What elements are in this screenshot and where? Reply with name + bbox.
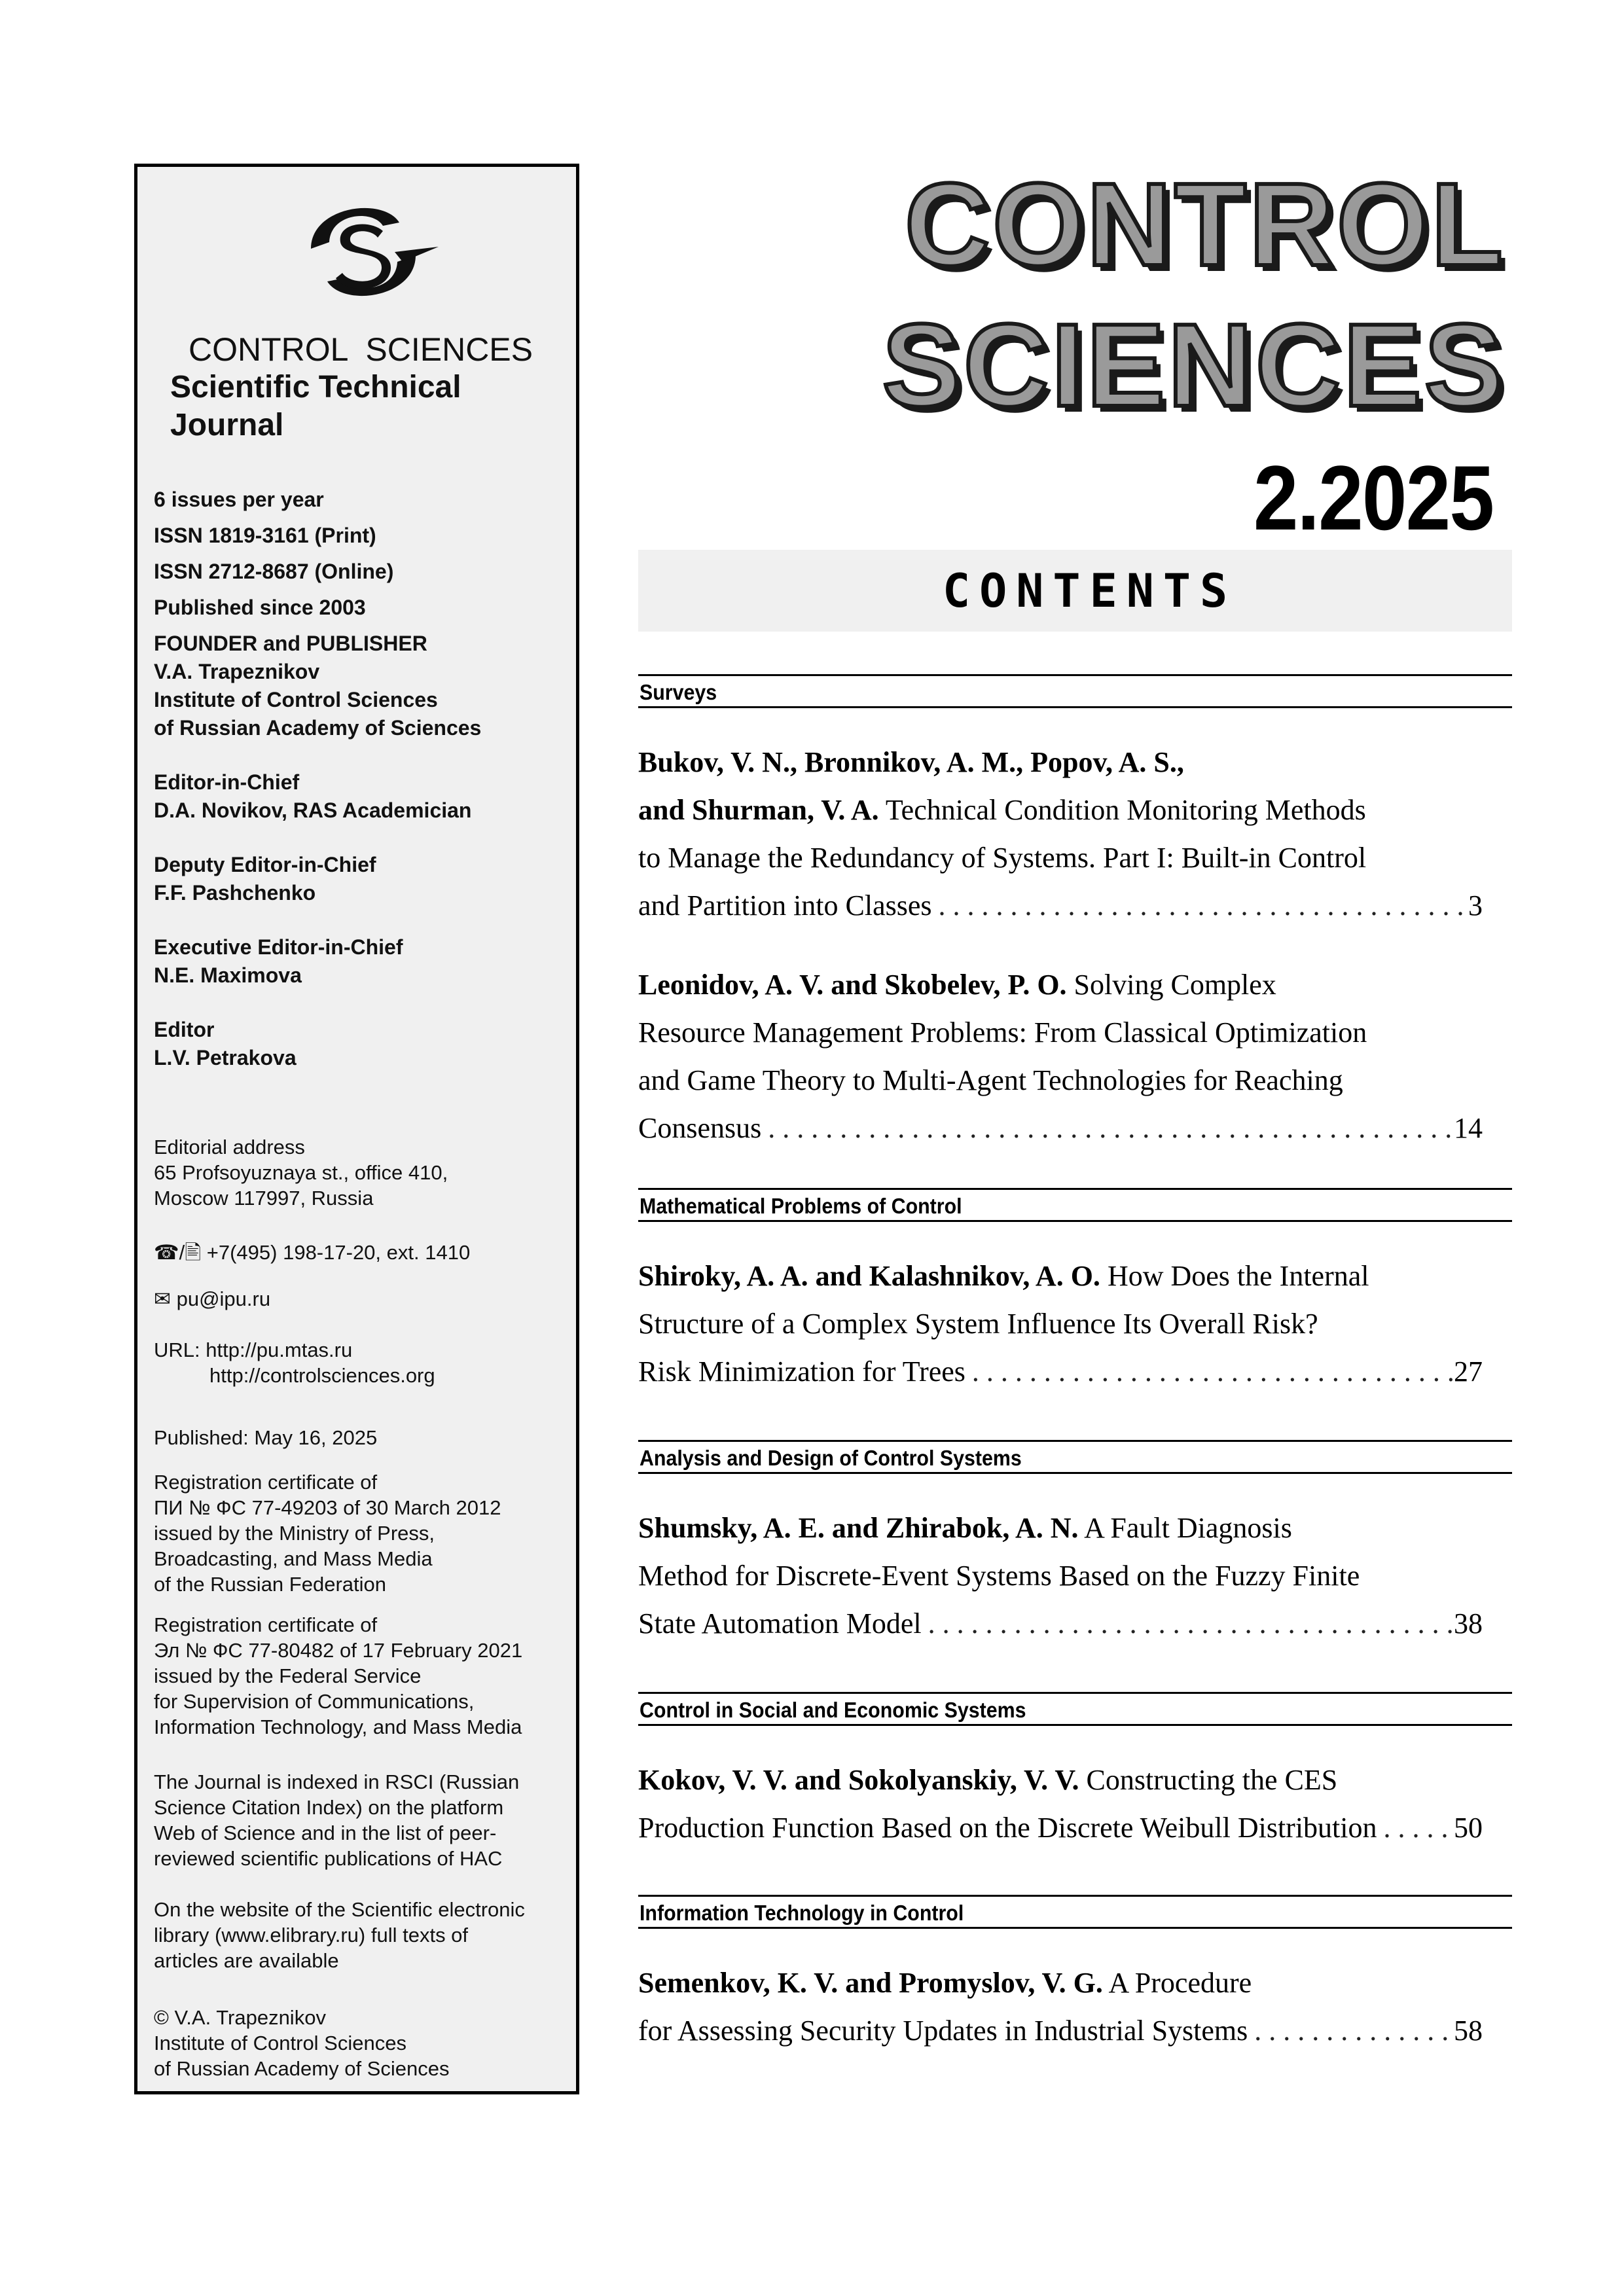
issue-number: 2.2025 (1253, 446, 1493, 549)
elibrary-line2: library (www.elibrary.ru) full texts of (154, 1924, 469, 1946)
toc-entry-line (638, 1016, 1367, 1049)
editor-in-chief-label: Editor-in-Chief (154, 770, 300, 794)
journal-subtitle-line2: Journal (170, 408, 284, 442)
executive-editor: N.E. Maximova (154, 963, 302, 987)
journal-logo-icon (285, 187, 442, 317)
reg2-line1: Registration certificate of (154, 1613, 378, 1636)
toc-entry-authors: Kokov, V. V. and Sokolyanskiy, V. V. (638, 1764, 1079, 1796)
reg1-line5: of the Russian Federation (154, 1573, 386, 1596)
toc-entry-title: to Manage the Redundancy of Systems. Part I: Built-in Control (638, 842, 1367, 874)
section-header (638, 674, 1512, 708)
toc-entry-title-end: Production Function Based on the Discrete Weibull Distribution (638, 1812, 1377, 1844)
toc-entry-authors: Shiroky, A. A. and Kalashnikov, A. O. (638, 1260, 1100, 1292)
masthead-title-line1: CONTROL (905, 159, 1506, 291)
toc-entry-line (638, 1064, 1343, 1097)
toc-entry-line (638, 1308, 1318, 1340)
section-title: Mathematical Problems of Control (640, 1194, 962, 1218)
issn-online: ISSN 2712-8687 (Online) (154, 560, 394, 583)
index-line4: reviewed scientific publications of HAC (154, 1847, 503, 1870)
page-number: 3 (1468, 889, 1483, 922)
toc-entry-last-line (638, 1355, 1483, 1388)
toc-entry-title: and Game Theory to Multi-Agent Technologies for Reaching (638, 1064, 1343, 1096)
address-line1: 65 Profsoyuznaya st., office 410, (154, 1161, 448, 1184)
toc-entry-title: Solving Complex (1066, 969, 1276, 1001)
toc-entry-title: Structure of a Complex System Influence Its Overall Risk? (638, 1308, 1318, 1340)
toc-entry-title: Constructing the CES (1079, 1764, 1338, 1796)
toc-entry-last-line (638, 2015, 1483, 2047)
reg1-line2: ПИ № ФС 77-49203 of 30 March 2012 (154, 1496, 501, 1519)
toc-entry-last-line (638, 889, 1483, 922)
editor: L.V. Petrakova (154, 1046, 297, 1069)
copyright-line1: © V.A. Trapeznikov (154, 2006, 326, 2029)
toc-entry-title: Method for Discrete-Event Systems Based on the Fuzzy Finite (638, 1560, 1360, 1592)
toc-entry-last-line (638, 1607, 1483, 1640)
reg1-line3: issued by the Ministry of Press, (154, 1522, 435, 1545)
section-title: Control in Social and Economic Systems (640, 1698, 1026, 1722)
elibrary-line1: On the website of the Scientific electronic (154, 1898, 525, 1921)
toc-entry-authors: Leonidov, A. V. and Skobelev, P. O. (638, 969, 1067, 1001)
toc-entry-title: Technical Condition Monitoring Methods (878, 794, 1366, 826)
founder-line2: Institute of Control Sciences (154, 688, 438, 711)
founder-line3: of Russian Academy of Sciences (154, 716, 482, 740)
index-line3: Web of Science and in the list of peer- (154, 1821, 497, 1844)
copyright-line2: Institute of Control Sciences (154, 2032, 406, 2054)
section-title: Information Technology in Control (640, 1901, 964, 1925)
deputy-editor: F.F. Pashchenko (154, 881, 316, 905)
address-line2: Moscow 117997, Russia (154, 1187, 374, 1210)
toc-entry-line (638, 794, 1366, 827)
toc-entry-last-line (638, 1812, 1483, 1844)
section-header (638, 1895, 1512, 1929)
section-header (638, 1692, 1512, 1726)
toc-entry-title: A Fault Diagnosis (1078, 1512, 1292, 1544)
toc-entry-title-end: Consensus (638, 1112, 762, 1144)
phone: ☎/🖹 +7(495) 198-17-20, ext. 1410 (154, 1241, 471, 1264)
address-label: Editorial address (154, 1136, 305, 1158)
copyright-line3: of Russian Academy of Sciences (154, 2057, 450, 2080)
url-line2: http://controlsciences.org (209, 1364, 435, 1387)
page-number: 58 (1454, 2015, 1483, 2047)
elibrary-line3: articles are available (154, 1949, 339, 1972)
deputy-label: Deputy Editor-in-Chief (154, 853, 376, 876)
toc-entry-authors: Bukov, V. N., Bronnikov, A. M., Popov, A. S., (638, 746, 1184, 778)
section-header (638, 1440, 1512, 1474)
published-date: Published: May 16, 2025 (154, 1426, 378, 1449)
toc-entry-authors: and Shurman, V. A. (638, 794, 879, 826)
published-since: Published since 2003 (154, 596, 366, 619)
page-number: 27 (1454, 1355, 1483, 1388)
toc-entry-line (638, 1764, 1337, 1797)
journal-subtitle-line1: Scientific Technical (170, 370, 461, 404)
reg1-line4: Broadcasting, and Mass Media (154, 1547, 433, 1570)
index-line1: The Journal is indexed in RSCI (Russian (154, 1770, 520, 1793)
toc-entry-line (638, 1560, 1360, 1592)
masthead-title-line2: SCIENCES (882, 300, 1506, 431)
reg2-line3: issued by the Federal Service (154, 1664, 422, 1687)
contents-bar (638, 550, 1512, 632)
toc-entry-title: How Does the Internal (1100, 1260, 1369, 1292)
index-line2: Science Citation Index) on the platform (154, 1796, 504, 1819)
contents-label: CONTENTS (943, 564, 1237, 618)
editor-in-chief: D.A. Novikov, RAS Academician (154, 798, 472, 822)
dot-leader (932, 889, 1468, 922)
editor-label: Editor (154, 1018, 215, 1041)
founder-label: FOUNDER and PUBLISHER (154, 632, 427, 655)
reg2-line5: Information Technology, and Mass Media (154, 1715, 522, 1738)
page-number: 50 (1454, 1812, 1483, 1844)
page-number: 38 (1454, 1607, 1483, 1640)
toc-entry-line (638, 746, 1184, 779)
toc-entry-title: A Procedure (1102, 1967, 1252, 1999)
dot-leader (965, 1355, 1454, 1388)
page-number: 14 (1454, 1112, 1483, 1144)
founder-line1: V.A. Trapeznikov (154, 660, 320, 683)
section-title: Surveys (640, 680, 717, 704)
toc-entry-title-end: State Automation Model (638, 1607, 922, 1640)
issn-print: ISSN 1819-3161 (Print) (154, 524, 376, 547)
dot-leader (761, 1112, 1454, 1145)
toc-entry-line (638, 1967, 1252, 2000)
toc-entry-line (638, 1512, 1292, 1545)
reg1-line1: Registration certificate of (154, 1471, 378, 1494)
section-header (638, 1188, 1512, 1222)
toc-entry-title-end: Risk Minimization for Trees (638, 1355, 965, 1388)
section-title: Analysis and Design of Control Systems (640, 1446, 1022, 1470)
reg2-line2: Эл № ФС 77-80482 of 17 February 2021 (154, 1639, 523, 1662)
journal-info-sidebar (134, 164, 579, 2094)
url-line1: URL: http://pu.mtas.ru (154, 1338, 353, 1361)
toc-entry-title-end: and Partition into Classes (638, 889, 932, 922)
dot-leader (1377, 1812, 1454, 1844)
journal-name-block (170, 331, 563, 444)
issues-per-year: 6 issues per year (154, 488, 324, 511)
toc-entry-line (638, 969, 1276, 1001)
toc-entry-authors: Shumsky, A. E. and Zhirabok, A. N. (638, 1512, 1079, 1544)
toc-entry-last-line (638, 1112, 1483, 1145)
toc-entry-authors: Semenkov, K. V. and Promyslov, V. G. (638, 1967, 1103, 1999)
reg2-line4: for Supervision of Communications, (154, 1690, 475, 1713)
journal-title: CONTROL SCIENCES (189, 331, 533, 368)
email: ✉ pu@ipu.ru (154, 1287, 271, 1310)
toc-entry-line (638, 842, 1366, 874)
toc-entry-line (638, 1260, 1369, 1293)
dot-leader (922, 1607, 1454, 1640)
toc-entry-title-end: for Assessing Security Updates in Industrial Systems (638, 2015, 1248, 2047)
toc-entry-title: Resource Management Problems: From Classical Optimization (638, 1016, 1367, 1049)
executive-label: Executive Editor-in-Chief (154, 935, 403, 959)
dot-leader (1248, 2015, 1454, 2047)
